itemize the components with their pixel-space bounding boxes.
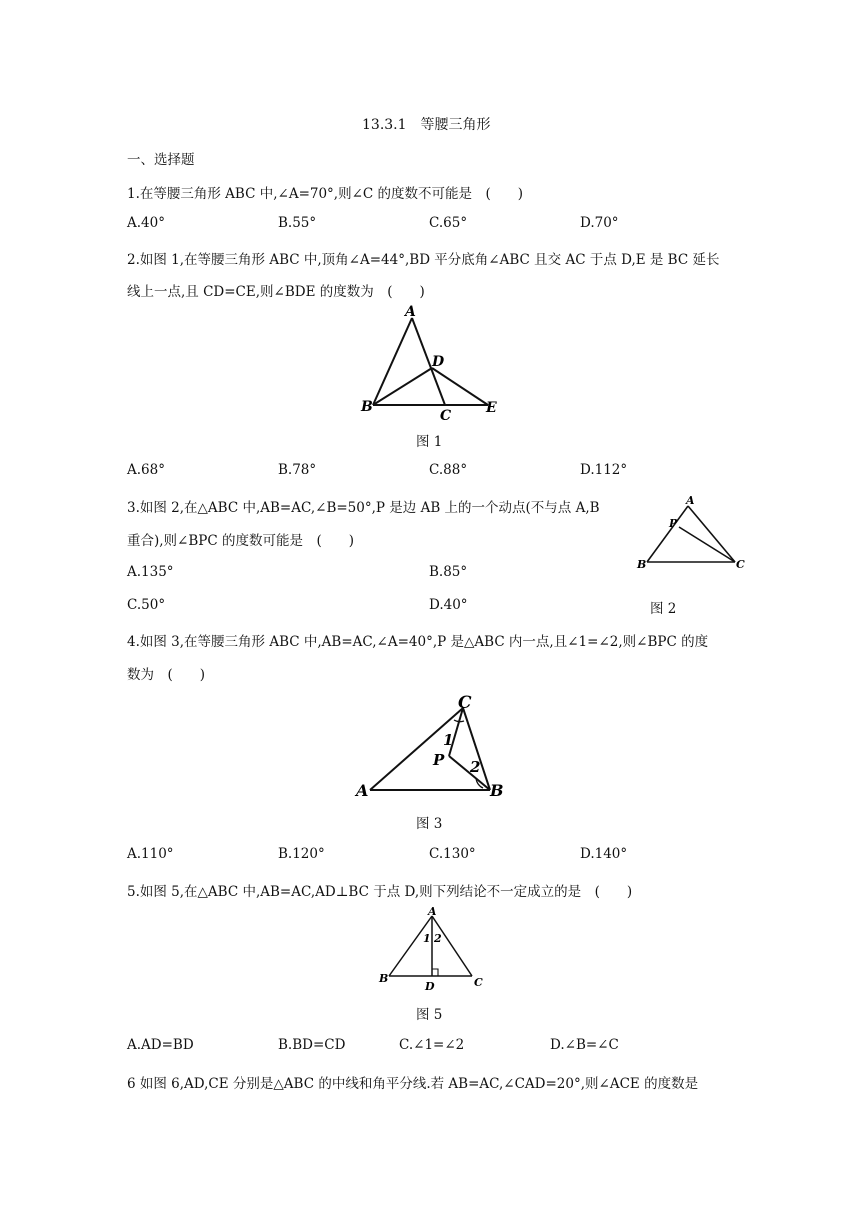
- q5-option-b: B.BD=CD: [278, 1037, 346, 1053]
- q6-stem: 6 如图 6,AD,CE 分别是△ABC 的中线和角平分线.若 AB=AC,∠CAD=20°,则∠ACE 的度数是: [127, 1076, 699, 1092]
- q2-option-d: D.112°: [580, 462, 628, 478]
- q2-option-a: A.68°: [127, 462, 165, 478]
- q5-stem: 5.如图 5,在△ABC 中,AB=AC,AD⊥BC 于点 D,则下列结论不一定成立的是 ( ): [127, 884, 633, 900]
- q1-option-d: D.70°: [580, 215, 619, 231]
- fig1-label-b: B: [361, 399, 373, 415]
- fig5-label-1: 1: [423, 932, 431, 945]
- q4-stem-line1: 4.如图 3,在等腰三角形 ABC 中,AB=AC,∠A=40°,P 是△ABC 内一点,且∠1=∠2,则∠BPC 的度: [127, 634, 709, 650]
- fig2-edge-ab: [647, 506, 688, 562]
- fig3-label-1: 1: [443, 731, 454, 749]
- fig3-label-b: B: [490, 781, 504, 800]
- q2-option-c: C.88°: [429, 462, 468, 478]
- figure-5: [372, 904, 492, 996]
- q3-stem-line2: 重合),则∠BPC 的度数可能是 ( ): [127, 533, 355, 549]
- fig5-label-d: D: [425, 980, 435, 993]
- q2-option-b: B.78°: [278, 462, 317, 478]
- fig2-edge-pc: [679, 527, 735, 562]
- q3-option-d: D.40°: [429, 597, 468, 613]
- page-title: 13.3.1 等腰三角形: [362, 117, 491, 133]
- fig3-label-p: P: [433, 751, 445, 769]
- q4-option-b: B.120°: [278, 846, 325, 862]
- figure-2: [630, 492, 755, 574]
- fig1-label-c: C: [440, 408, 452, 424]
- fig3-label-c: C: [458, 693, 472, 713]
- fig2-label-b: B: [637, 558, 647, 571]
- q1-option-a: A.40°: [127, 215, 165, 231]
- q1-stem: 1.在等腰三角形 ABC 中,∠A=70°,则∠C 的度数不可能是 ( ): [127, 186, 524, 202]
- fig5-label-a: A: [428, 905, 437, 918]
- fig2-edge-ac: [688, 506, 735, 562]
- fig5-label-2: 2: [434, 932, 442, 945]
- section-heading: 一、选择题: [127, 152, 195, 168]
- fig1-label-d: D: [432, 354, 445, 370]
- q1-option-b: B.55°: [278, 215, 317, 231]
- fig5-label-b: B: [379, 972, 389, 985]
- q5-option-a: A.AD=BD: [127, 1037, 194, 1053]
- q2-stem-line2: 线上一点,且 CD=CE,则∠BDE 的度数为 ( ): [127, 284, 425, 300]
- figure-1: [355, 300, 515, 425]
- q3-option-b: B.85°: [429, 564, 468, 580]
- fig2-label-p: P: [669, 517, 678, 530]
- q1-option-c: C.65°: [429, 215, 468, 231]
- q4-option-d: D.140°: [580, 846, 628, 862]
- q4-option-a: A.110°: [127, 846, 174, 862]
- fig5-edge-ac: [432, 916, 472, 976]
- q3-option-c: C.50°: [127, 597, 166, 613]
- fig3-label-2: 2: [470, 758, 481, 776]
- figure-1-caption: 图 1: [416, 434, 443, 450]
- fig1-label-e: E: [486, 400, 497, 416]
- fig5-edge-ab: [389, 916, 432, 976]
- q5-option-d: D.∠B=∠C: [550, 1037, 619, 1053]
- q4-stem-line2: 数为 ( ): [127, 667, 206, 683]
- figure-5-caption: 图 5: [416, 1007, 443, 1023]
- q3-option-a: A.135°: [127, 564, 174, 580]
- figure-2-caption: 图 2: [650, 601, 677, 617]
- q3-stem-line1: 3.如图 2,在△ABC 中,AB=AC,∠B=50°,P 是边 AB 上的一个动点(不与点 A,B: [127, 500, 600, 516]
- fig3-edge-ac: [370, 708, 463, 790]
- q5-option-c: C.∠1=∠2: [399, 1037, 465, 1053]
- fig3-label-a: A: [356, 781, 369, 800]
- fig1-label-a: A: [405, 304, 416, 320]
- fig2-label-c: C: [736, 558, 745, 571]
- fig5-right-angle-mark: [432, 969, 438, 976]
- q2-stem-line1: 2.如图 1,在等腰三角形 ABC 中,顶角∠A=44°,BD 平分底角∠ABC 且交 AC 于点 D,E 是 BC 延长: [127, 252, 720, 268]
- q4-option-c: C.130°: [429, 846, 476, 862]
- figure-3: [350, 690, 510, 802]
- figure-3-caption: 图 3: [416, 816, 443, 832]
- fig2-label-a: A: [686, 494, 695, 507]
- fig1-edge-de: [432, 368, 488, 405]
- fig5-label-c: C: [474, 976, 483, 989]
